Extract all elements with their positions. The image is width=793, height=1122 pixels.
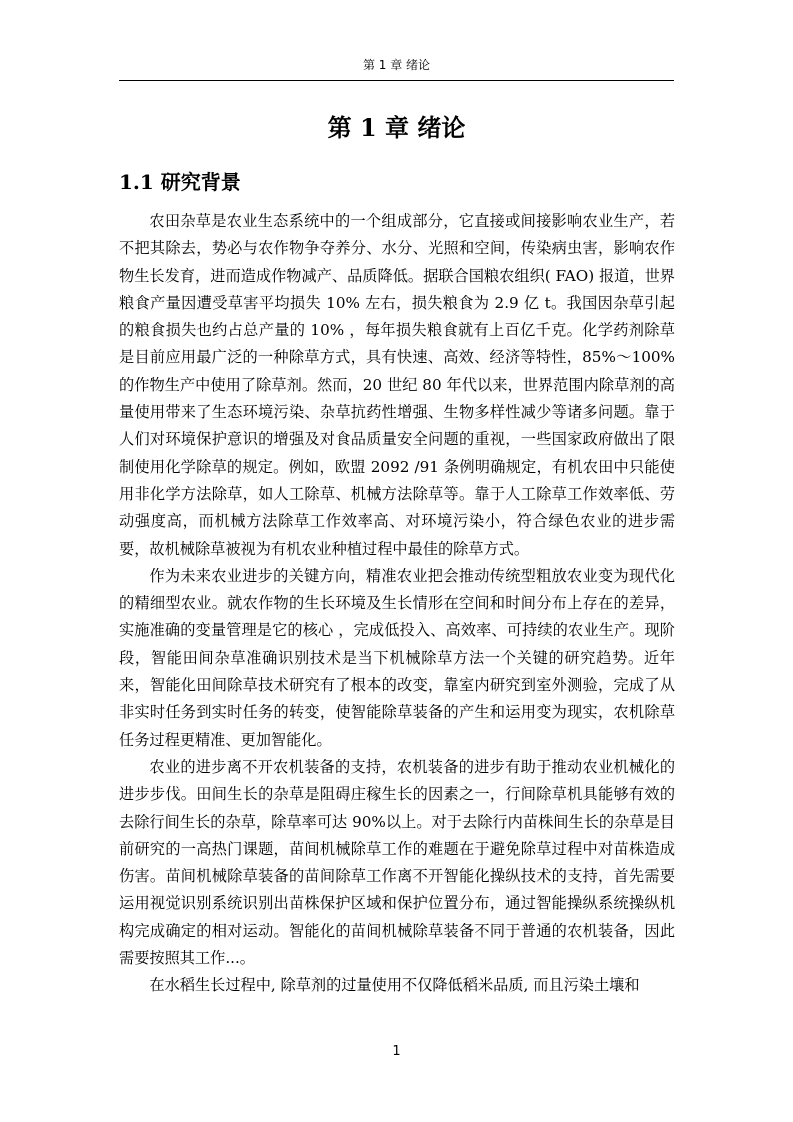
paragraph: 农业的进步离不开农机装备的支持，农机装备的进步有助于推动农业机械化的进步步伐。田间生长的杂草是阻碍庄稼生长的因素之一，行间除草机具能够有效的去除行间生长的杂草，除草率可达 90%以上。对于去除行内苗株间生长的杂草是目前研究的一高热门课题，苗间机械除草工作的难题在于避免除草过程中对苗株造成伤害。苗间机械除草装备的苗间除草工作离不开智能化操纵技术的支持，首先需要运用视觉识别系统识别出苗株保护区域和保护位置分布，通过智能操纵系统操纵机构完成确定的相对运动。智能化的苗间机械除草装备不同于普通的农机装备，因此需要按照其工作...。 (119, 757, 675, 968)
paragraph: 在水稻生长过程中, 除草剂的过量使用不仅降低稻米品质, 而且污染土壤和 (149, 976, 640, 995)
running-header: 第 1 章 绪论 (362, 58, 431, 72)
paragraph: 作为未来农业进步的关键方向，精准农业把会推动传统型粗放农业变为现代化的精细型农业。就农作物的生长环境及生长情形在空间和时间分布上存在的差异，实施准确的变量管理是它的核心 ，完成低投入、高效率、可持续的农业生产。现阶段，智能田间杂草准确识别技术是当下机械除草方法一个关键的研究趋势。近年来，智能化田间除草技术研究有了根本的改变，靠室内研究到室外测验，完成了从非实时任务到实时任务的转变，使智能除草装备的产生和运用变为现实，农机除草任务过程更精准、更加智能化。 (119, 566, 675, 749)
body-text (119, 208, 675, 1000)
section-title: 1.1 研究背景 (119, 170, 241, 194)
page-number: 1 (392, 1044, 401, 1059)
chapter-title: 第 1 章 绪论 (327, 113, 466, 142)
paragraph: 农田杂草是农业生态系统中的一个组成部分，它直接或间接影响农业生产，若不把其除去，势必与农作物争夺养分、水分、光照和空间，传染病虫害，影响农作物生长发育，进而造成作物减产、品质降低。据联合国粮农组织( FAO) 报道，世界粮食产量因遭受草害平均损失 10% 左右，损失粮食为 2.9 亿 t。我国因杂草引起的粮食损失也约占总产量的 10% ，每年损失粮食就有上百亿千克。化学药剂除草是目前应用最广泛的一种除草方式，具有快速、高效、经济等特性，85%～100% 的作物生产中使用了除草剂。然而，20 世纪 80 年代以来，世界范围内除草剂的高量使用带来了生态环境污染、杂草抗药性增强、生物多样性减少等诸多问题。靠于人们对环境保护意识的增强及对食品质量安全问题的重视，一些国家政府做出了限制使用化学除草的规定。例如，欧盟 2092 /91 条例明确规定，有机农田中只能使用非化学方法除草，如人工除草、机械方法除草等。靠于人工除草工作效率低、劳动强度高，而机械方法除草工作效率高、对环境污染小，符合绿色农业的进步需要，故机械除草被视为有机农业种植过程中最佳的除草方式。 (119, 212, 675, 558)
header-rule (119, 80, 674, 81)
